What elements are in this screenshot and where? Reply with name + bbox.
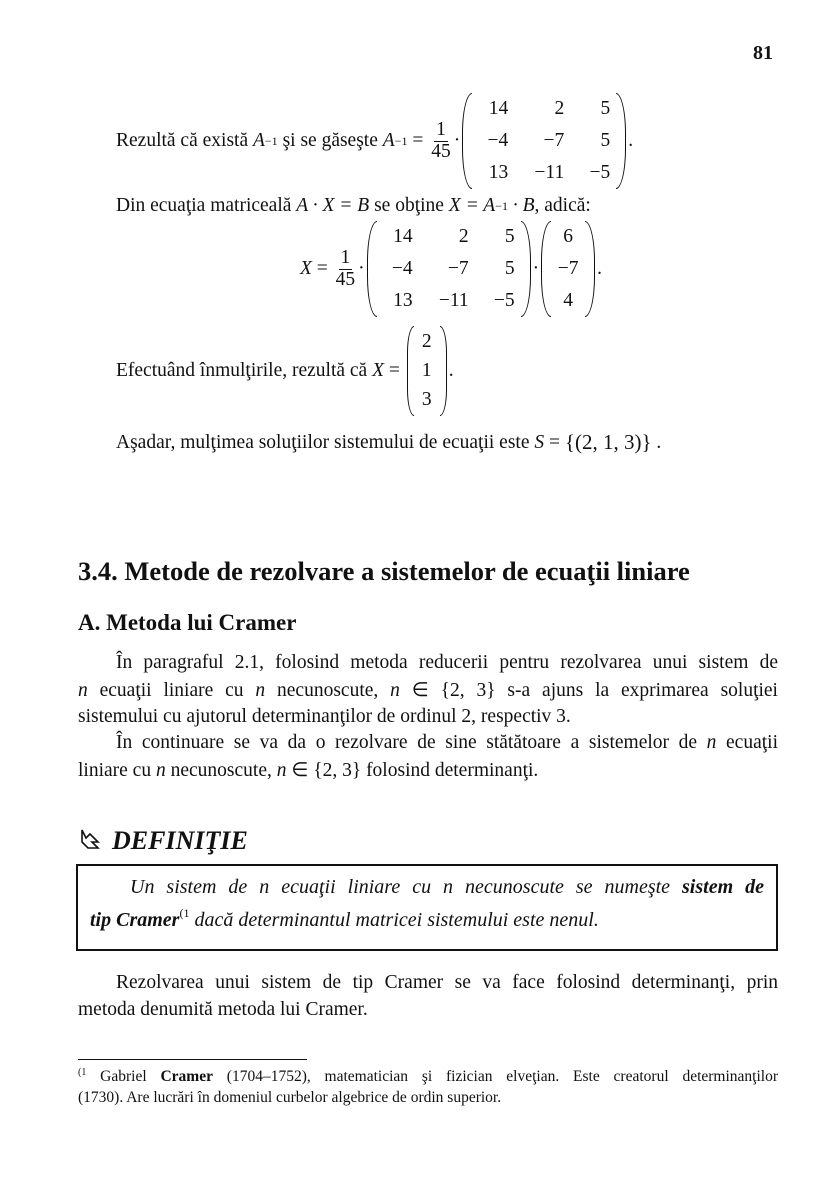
footnote-line (78, 1068, 778, 1086)
math-A: A (382, 130, 395, 151)
result-line (116, 325, 454, 417)
text: ∈ {2, 3} s-a ajuns la exprimarea soluţiei (399, 680, 778, 701)
solution-line (116, 430, 661, 455)
math-A: A (252, 130, 265, 151)
footnote-line: (1730). Are lucrări în domeniul curbelor algebrice de ordin superior. (78, 1089, 502, 1106)
footnote-rule (78, 1059, 307, 1060)
cell: −7 (543, 130, 565, 151)
vector-x (407, 326, 447, 416)
math-n: n (255, 680, 266, 701)
inverse-matrix (367, 221, 531, 317)
left-paren (541, 221, 551, 317)
cell: 5 (504, 258, 515, 279)
cell: 14 (488, 98, 509, 119)
text: se obţine (369, 195, 449, 216)
dot: · (453, 130, 461, 151)
text: liniare cu (78, 760, 156, 781)
footnote-ref[interactable]: (1 (179, 906, 190, 920)
inverse-matrix-line: Rezultă că există A −1 şi se găseşte A −1 = $\frac{1}{45}$ · 14 2 5 −4 −7 5 13 −11 −5 . (116, 94, 633, 188)
denominator: 45 (335, 268, 356, 290)
right-paren (440, 326, 447, 416)
cell: 5 (600, 130, 611, 151)
math: A · X = B (296, 195, 370, 216)
math-n: n (276, 760, 287, 781)
math-X: X (300, 258, 312, 279)
left-paren (407, 326, 414, 416)
cell: −7 (447, 258, 469, 279)
section-heading: 3.4. Metode de rezolvare a sistemelor de ecuaţii liniare (78, 556, 690, 586)
cell: 2 (554, 98, 565, 119)
cell: 14 (393, 226, 413, 247)
cell: 2 (458, 226, 469, 247)
equals: = (384, 360, 405, 381)
product-equation (300, 222, 602, 316)
numerator: 1 (340, 247, 351, 269)
definition-box (76, 864, 778, 951)
cell: −4 (391, 258, 413, 279)
cell: −11 (438, 290, 469, 311)
numerator: 1 (436, 119, 446, 141)
cell: 5 (600, 98, 611, 119)
left-paren (462, 93, 472, 189)
text: (1704–1752), matematician şi fizician elveţian. Este creatorul determinanţilor (212, 1068, 778, 1085)
paragraph-line: sistemului cu ajutorul determinanţilor de ordinul 2, respectiv 3. (78, 706, 571, 727)
text: Gabriel (86, 1068, 161, 1085)
cell: −7 (557, 258, 579, 279)
cell: 4 (563, 290, 574, 311)
text: necunoscute, (265, 680, 391, 701)
definition-line (90, 906, 599, 932)
text: Aşadar, mulţimea soluţiilor sistemului de ecuaţii este (116, 431, 535, 453)
equals: = (544, 431, 565, 453)
paragraph-line: Rezolvarea unui sistem de tip Cramer se va face folosind determinanţi, prin (116, 972, 778, 993)
period: . (597, 258, 603, 279)
math: X = A (448, 195, 496, 216)
right-paren (521, 221, 531, 317)
cell: 5 (504, 226, 515, 247)
equals: = (407, 130, 429, 151)
text: În continuare se va da o rezolvare de sine stătătoare a sistemelor de (116, 732, 707, 753)
text: şi se găseşte (277, 130, 383, 151)
cell: −11 (534, 162, 565, 183)
fraction (431, 120, 451, 162)
text: ∈ {2, 3} folosind determinanţi. (286, 760, 539, 781)
matrix-equation-line: Din ecuaţia matriceală A · X = B se obţine X = A −1 · B , adică: (116, 195, 591, 216)
cell: −4 (487, 130, 509, 151)
dot: · (532, 258, 540, 279)
vector-b (541, 221, 595, 317)
equals: = (311, 258, 333, 279)
pointing-hand-icon (78, 828, 102, 854)
cell: 13 (393, 290, 413, 311)
math-S: S (534, 431, 545, 453)
text: ecuaţii liniare cu (87, 680, 256, 701)
cell: 1 (421, 360, 432, 381)
period: . (448, 360, 454, 381)
subsection-heading: A. Metoda lui Cramer (78, 610, 297, 635)
text: Din ecuaţia matriceală (116, 195, 297, 216)
cell: −5 (493, 290, 515, 311)
period: . (628, 130, 634, 151)
period: . (651, 431, 662, 453)
right-paren (585, 221, 595, 317)
paragraph-line: metoda denumită metoda lui Cramer. (78, 999, 368, 1020)
cell: 3 (421, 389, 432, 410)
cell: 13 (488, 162, 509, 183)
left-paren (367, 221, 377, 317)
dot: · (358, 258, 365, 279)
page-number: 81 (753, 42, 773, 64)
fraction (336, 248, 356, 290)
math-n: n (78, 680, 88, 701)
text: , adică: (534, 195, 591, 216)
definition-line (130, 876, 764, 899)
cell: 6 (563, 226, 574, 247)
inverse-matrix (462, 93, 626, 189)
math-n: n (390, 680, 400, 701)
denominator: 45 (431, 140, 451, 162)
right-paren (616, 93, 626, 189)
math: · B (507, 195, 535, 216)
text: Un sistem de n ecuaţii liniare cu n necunoscute se numeşte (130, 876, 683, 898)
bold-name: Cramer (160, 1068, 213, 1085)
paragraph-line (78, 678, 778, 702)
cell: 2 (421, 331, 432, 352)
definition-title: DEFINIŢIE (112, 826, 248, 855)
math-n: n (706, 732, 717, 753)
paragraph-line (78, 758, 778, 782)
cell: −5 (589, 162, 611, 183)
bold-term: sistem de (682, 876, 764, 898)
math-X: X (372, 360, 385, 381)
text: dacă determinantul matricei sistemului este nenul. (189, 909, 599, 931)
text: Rezultă că există (116, 130, 253, 151)
footnote-mark: (1 (78, 1067, 87, 1078)
bold-term: tip Cramer (90, 909, 180, 931)
solution-set: {(2, 1, 3)} (564, 430, 652, 454)
math-n: n (155, 760, 166, 781)
definition-heading (78, 826, 248, 856)
text: ecuaţii (716, 732, 778, 753)
text: Efectuând înmulţirile, rezultă că (116, 360, 373, 381)
text: necunoscute, (165, 760, 277, 781)
paragraph-line: În paragraful 2.1, folosind metoda reducerii pentru rezolvarea unui sistem de (116, 652, 778, 673)
paragraph-line (116, 732, 778, 754)
